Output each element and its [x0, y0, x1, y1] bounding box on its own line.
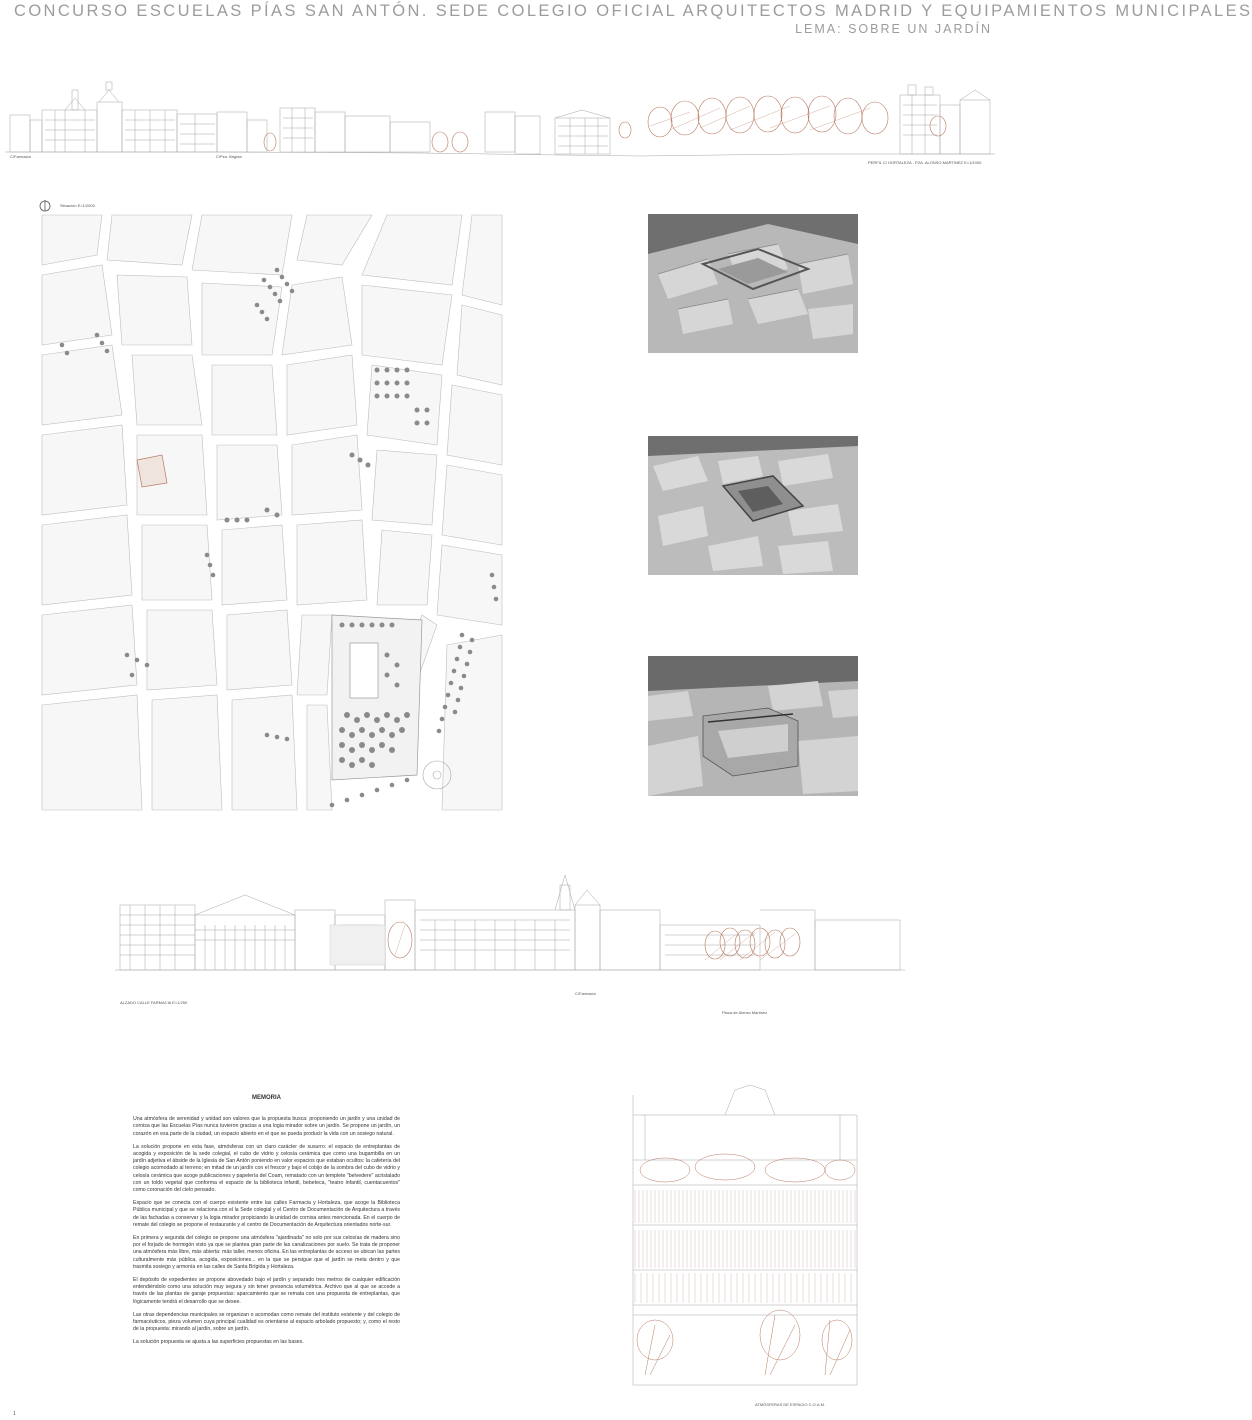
model-photo-2: [648, 436, 858, 575]
memoria-title: MEMORIA: [252, 1095, 281, 1101]
profile-label-left-2: C/Pza. Brigida: [216, 154, 242, 159]
profile-label-left-1: C/Farmacia: [10, 154, 31, 159]
memoria-paragraph: Espacio que se conecta con el cuerpo existente entre las calles Farmacia y Hortaleza, que acoge la Biblioteca Pública municipal y que se relaciona con el la Sede colegial y el Centro de Documentación de Arquitectura a través de las fachadas a conservar y la logia mirador propiciando la unidad de cornisa antes mencionada. En el cuerpo de remate del colegio se propone el restaurante y el centro de Documentación de Arquitectura orientados norte-sur.: [133, 1200, 400, 1228]
site-plan-label: Situación E=1/2000: [60, 203, 95, 208]
model-photo-1: [648, 214, 858, 353]
section-label: ATMÓSFERAS DE ESPACIO C.O.A.M.: [755, 1402, 826, 1407]
memoria-paragraph: Las otras dependencias municipales se organizan o acomodan como remate del instituto existente y del colegio de farmacéuticos, pieza volumen cuya principal cualidad es orientarse al espacio arbolado propuesto; y, como el resto de la propuesta: mirando al jardín, sobre un jardín.: [133, 1311, 400, 1333]
tree-group: [264, 96, 946, 152]
street-elevation-drawing: [115, 870, 905, 980]
model-photo-3: [648, 656, 858, 796]
elevation-label-right: Plaza de Alonso Martinez: [722, 1010, 768, 1015]
memoria-paragraph: El depósito de expedientes se propone abovedado bajo el jardín y separado tres metros de cualquier edificación entendiéndolo como una solución muy segura y sin tener presencia volumétrica. Archivo que al que se accede a través de las plantas de garaje propuestas: aparcamiento que se remata con una propuesta de entreplantas, que lógicamente tendrá el desarrollo que se desee.: [133, 1277, 400, 1305]
site-plan-map: [42, 215, 502, 810]
memoria-text: [133, 1095, 400, 1353]
section-drawing: [625, 1075, 865, 1405]
memoria-paragraph: Una atmósfera de serenidad y unidad son valores que la propuesta busca: proponiendo un jardín y una unidad de cornisa que las Escuelas Pías nunca tuvieron gracias a una logia mirador sobre un jardín. Se propone un jardín, un corazón en esa parte de la ciudad, un espacio abierto en el que se pueda producir la vida con un sosiego natural.: [133, 1116, 400, 1137]
memoria-paragraph: La solución propuesta se ajusta a las superficies propuestas en las bases.: [133, 1339, 304, 1346]
elevation-label-left: ALZADO CALLE FARMACIA E=1/250: [120, 1000, 188, 1005]
profile-label-right: PERFIL C/ HORTALEZA - PZA. ALONSO MARTINEZ E=1/1000: [868, 160, 982, 165]
memoria-paragraph: La solución propone en esta fase, atmósferas con un claro carácter de susurro: el espacio de entreplantas de acogida y exposición de la sede colegial, el cubo de vidrio y celosía cerámica que como una bugambilla en un jardín adjetiva el ábside de la Iglesia de San Antón poniendo en valor espacios que estaban ocultos: la cafetería del colegio acomodado al terreno; en mitad de un jardín con el frescor y bajo el cobijo de la sombra del cubo de vidrio y celosía cerámica que acoge publicaciones y papelería del Coam, rematado con un templete "belvedere" acristalado con un toldo vegetal que conforma el espacio de la biblioteca infantil, bebeteca, "teatro infantil, cuentacuentos" como coronación del cielo pensado.: [133, 1143, 400, 1194]
street-profile-drawing: [0, 60, 1000, 170]
lema-subtitle: LEMA: SOBRE UN JARDÍN: [795, 22, 992, 36]
elevation-label-center: C/Farmacia: [575, 991, 596, 996]
page-number: 1: [13, 1411, 16, 1417]
poster-title: CONCURSO ESCUELAS PÍAS SAN ANTÓN. SEDE COLEGIO OFICIAL ARQUITECTOS MADRID Y EQUIPAMIENTOS MUNICIPALES: [14, 2, 1252, 20]
memoria-paragraph: En primera y segunda del colegio se propone una atmósfera "ajardinada" no solo por sus celosías de madera sino por el forjado de hormigón visto ya que se plantea gran parte de las canalizaciones por suelo. Se trata de proponer una atmósfera más libre, más abierta: más taller, menos oficina. En las entreplantas de acceso se ubican las partes culturalmente más pública, acogida, exposiciones... en la que se persigue que el jardín se meta dentro y que trasmita sosiego y armonía en las calles de Santa Brígida y Hortaleza.: [133, 1235, 400, 1270]
